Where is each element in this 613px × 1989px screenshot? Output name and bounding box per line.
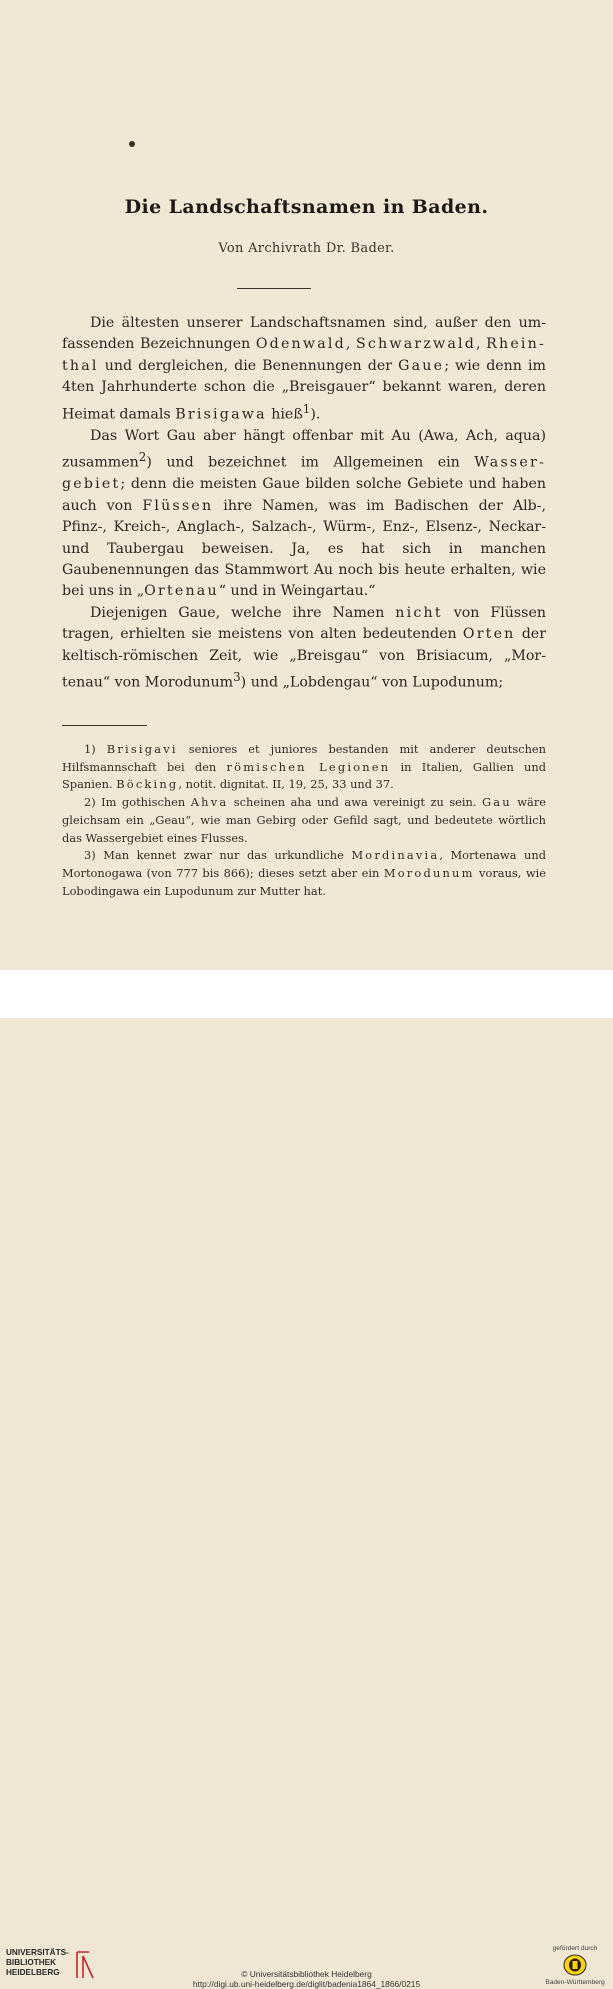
author-line: Von Archivrath Dr. Bader. <box>218 241 395 256</box>
paragraph-3: Diejenigen Gaue, welche ihre Namen nicht von Flüssen tragen, erhielten sie meistens von alten bedeutenden Orten der keltisch-römischen Zeit, wie „Breisgau“ von Brisiacum, „Mor-tenau“ von Morodunum$^3$) und „Lobdengau“ von Lupodunum; <box>62 604 546 691</box>
footnote-ref-2[interactable]: 2 <box>138 450 147 465</box>
footnotes <box>62 741 546 900</box>
footnote-divider <box>62 725 147 726</box>
viewer-footer <box>0 970 613 1989</box>
footnote-2: 2) Im gothischen Ahva scheinen aha und awa vereinigt zu sein. Gau wäre gleichsam ein „Geau“, wie man Gebirg oder Gefild sagt, und bedeutete wörtlich das Wassergebiet eines Flusses. <box>62 795 547 845</box>
ub-heidelberg-logo[interactable]: UNIVERSITÄTS- BIBLIOTHEK HEIDELBERG <box>6 1948 95 1980</box>
baden-wuerttemberg-emblem-icon <box>562 1954 588 1976</box>
article-title: Die Landschaftsnamen in Baden. <box>124 196 489 218</box>
body-text <box>62 313 546 694</box>
title-divider <box>237 288 311 289</box>
funding-logo[interactable]: gefördert durch Baden-Württemberg <box>545 1945 605 1986</box>
permalink[interactable]: http://digi.ub.uni-heidelberg.de/diglit/badenia1864_1866/0215 <box>192 1978 421 1989</box>
footnote-ref-1[interactable]: 1 <box>302 401 311 416</box>
copyright-notice: © Universitätsbibliothek Heidelberg http://digi.ub.uni-heidelberg.de/diglit/badenia1864_1866/0215 <box>0 1970 613 1989</box>
paragraph-2: Das Wort Gau aber hängt offenbar mit Au (Awa, Ach, aqua) zusammen$^2$) und bezeichnet im Allgemeinen ein Wasser-gebiet; denn die meisten Gaue bilden solche Gebiete und haben auch von Flüssen ihre Namen, was im Badischen der Alb-, Pfinz-, Kreich-, Anglach-, Salzach-, Würm-, Enz-, Elsenz-, Neckar- und Taubergau beweisen. Ja, es hat sich in manchen Gaubenennungen das Stammwort Au noch bis heute erhalten, wie bei uns in „Ortenau“ und in Weingartau.“ <box>62 427 546 600</box>
footnote-1: 1) Brisigavi seniores et juniores bestanden mit anderer deutschen Hilfsmannschaft bei den römischen Legionen in Italien, Gallien und Spanien. Böcking, notit. dignitat. II, 19, 25, 33 und 37. <box>62 742 547 792</box>
book-page <box>0 0 613 970</box>
paragraph-1: Die ältesten unserer Landschaftsnamen sind, außer den um-fassenden Bezeichnungen Odenwald, Schwarzwald, Rhein-thal und dergleichen, die Benennungen der Gaue; wie denn im 4ten Jahrhunderte schon die „Breisgauer“ bekannt waren, deren Heimat damals Brisigawa hieß$^1$). <box>62 315 546 423</box>
footnote-ref-3[interactable]: 3 <box>233 669 241 684</box>
ink-dot <box>129 141 135 147</box>
footnote-3: 3) Man kennet zwar nur das urkundliche Mordinavia, Mortenawa und Mortonogawa (von 777 bis 866); dieses setzt aber ein Morodunum voraus, wie Lobodingawa ein Lupodunum zur Mutter hat. <box>62 848 546 898</box>
